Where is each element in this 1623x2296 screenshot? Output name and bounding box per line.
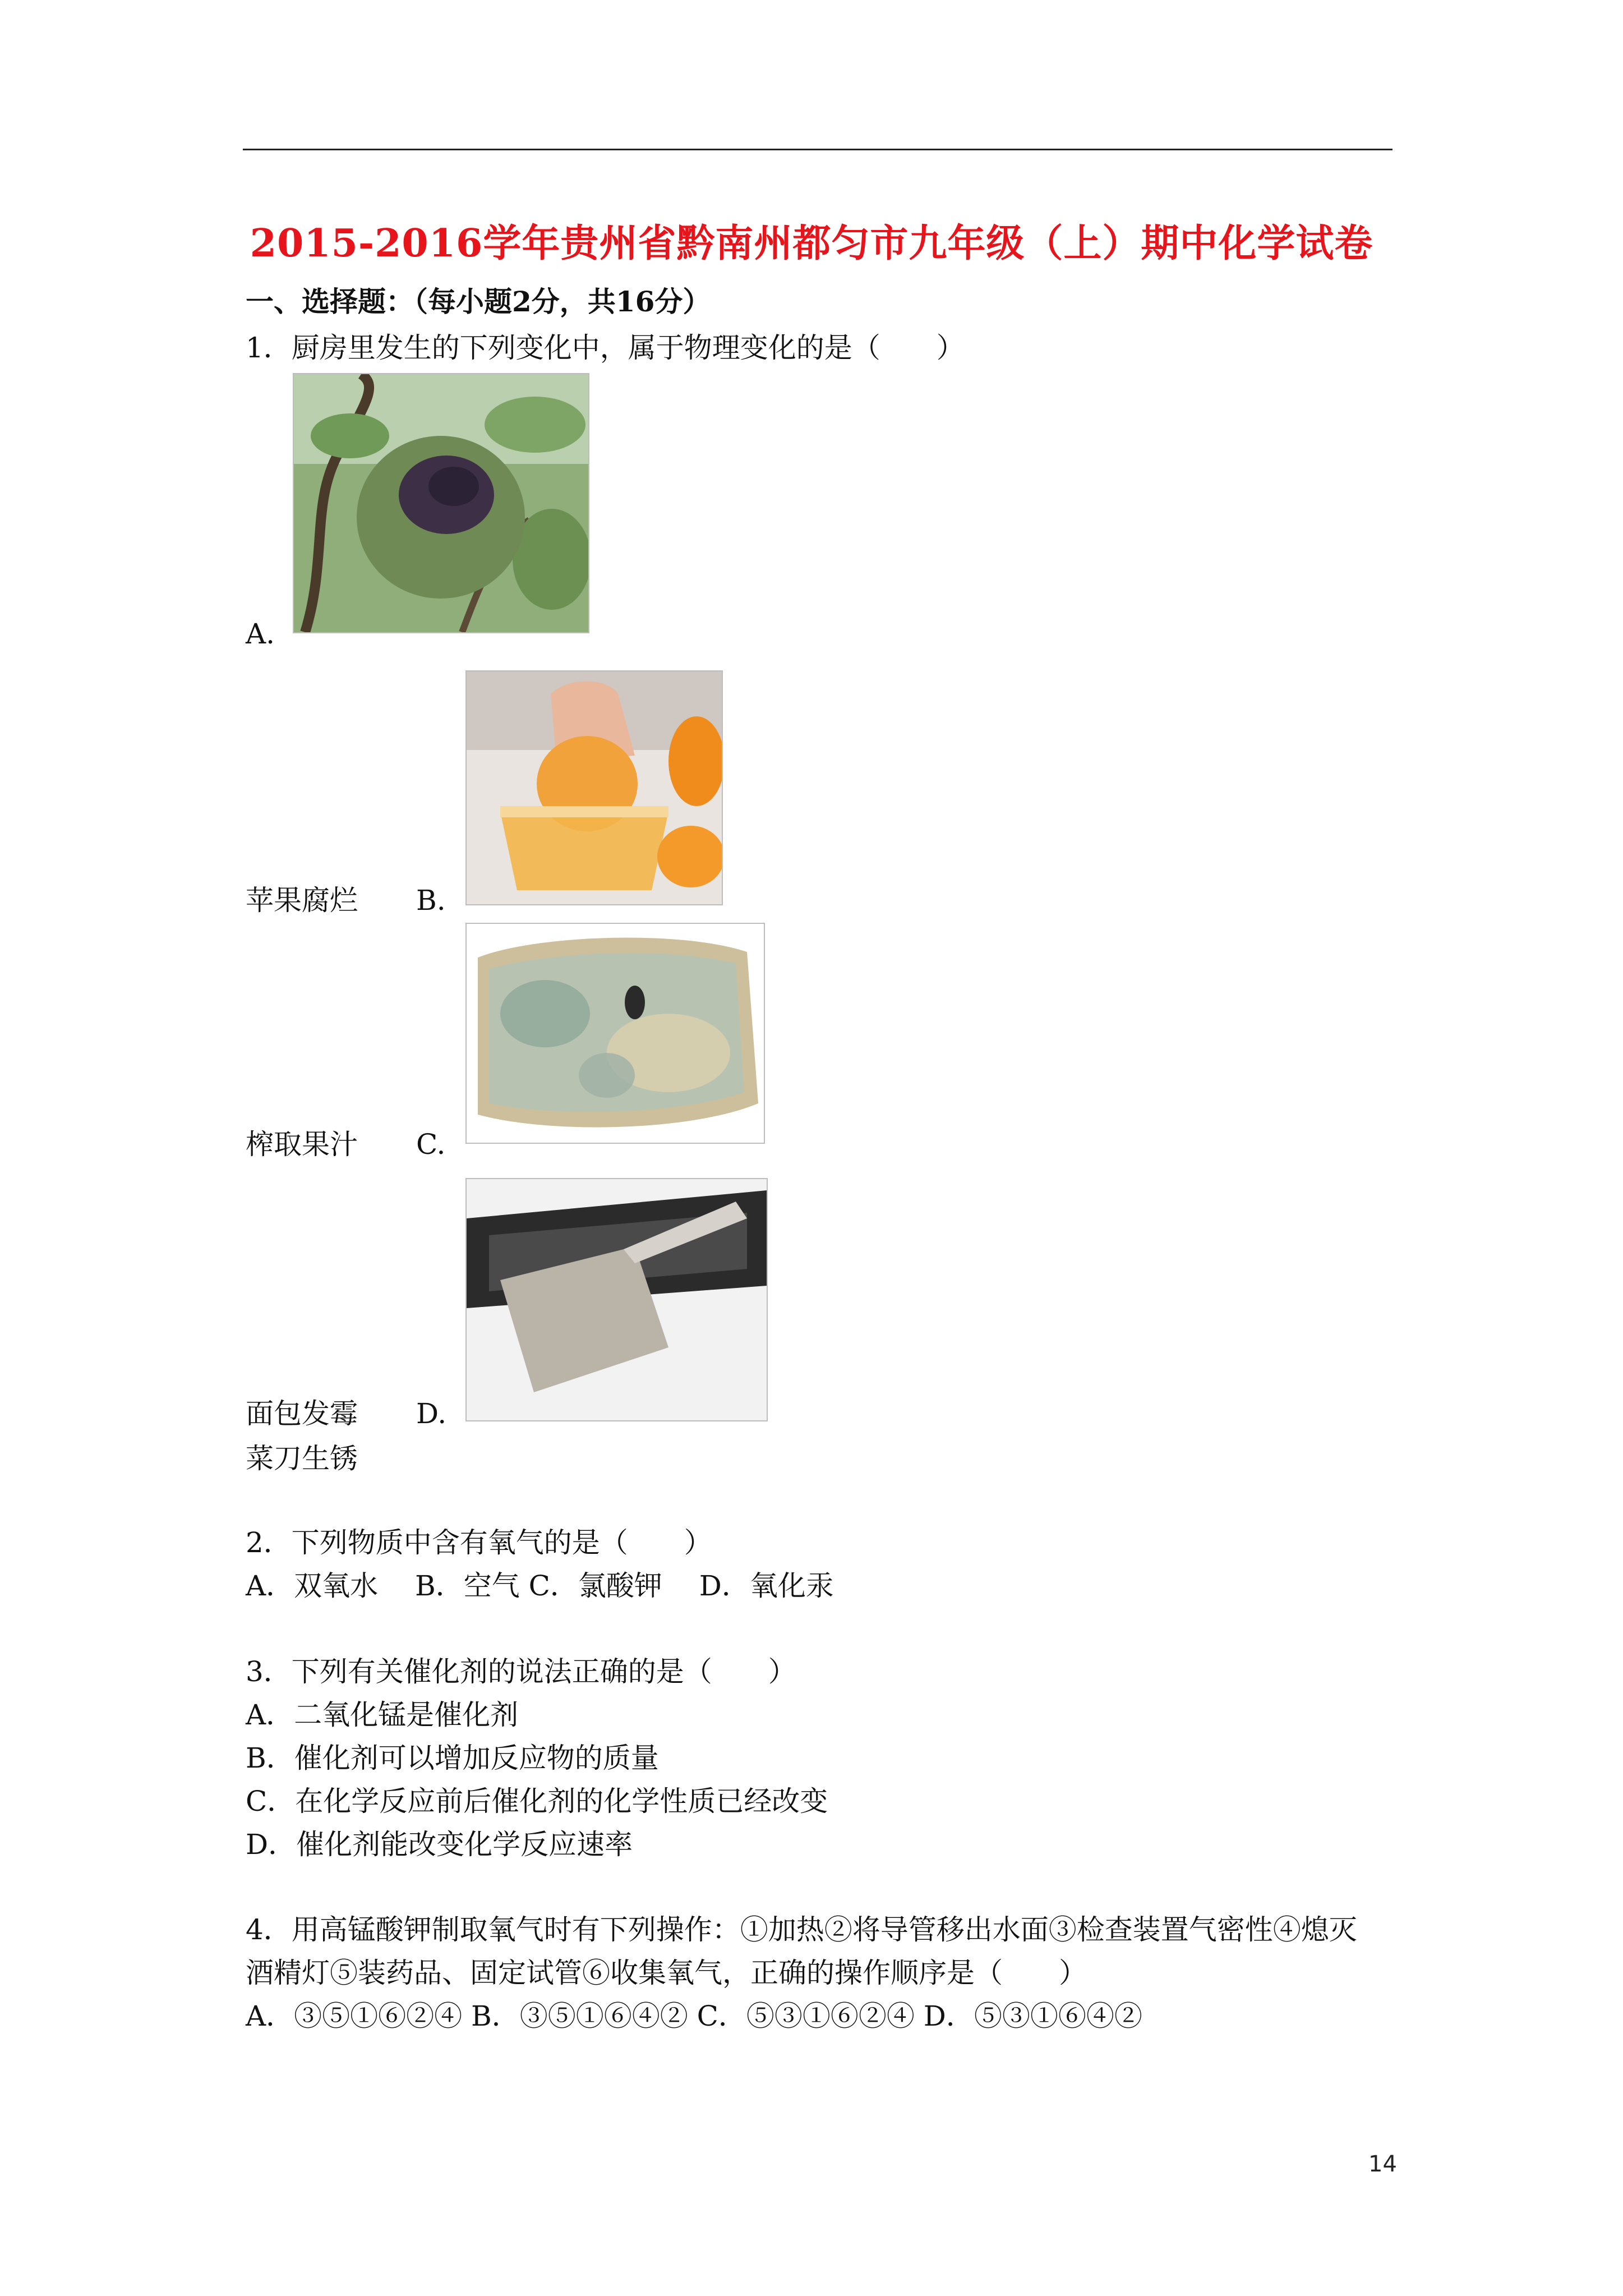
question-1-stem: 1．厨房里发生的下列变化中，属于物理变化的是（ ） xyxy=(246,332,965,364)
header-rule xyxy=(243,149,1393,150)
page-title: 2015-2016学年贵州省黔南州都匀市九年级（上）期中化学试卷 xyxy=(250,221,1373,266)
option-d-letter: D. xyxy=(416,1397,447,1430)
question-3-option-a: A．二氧化锰是催化剂 xyxy=(246,1699,519,1731)
question-4-stem-line-2: 酒精灯⑤装药品、固定试管⑥收集氧气，正确的操作顺序是（ ） xyxy=(246,1957,1087,1989)
question-4-stem-line-1: 4．用高锰酸钾制取氧气时有下列操作：①加热②将导管移出水面③检查装置气密性④熄灭 xyxy=(246,1913,1357,1946)
option-a-letter: A. xyxy=(246,618,275,650)
option-b-letter: B. xyxy=(416,884,446,917)
rotting-apple-photo xyxy=(293,373,589,633)
question-3-option-d: D．催化剂能改变化学反应速率 xyxy=(246,1828,633,1861)
question-3-option-c: C．在化学反应前后催化剂的化学性质已经改变 xyxy=(246,1785,828,1818)
option-a-caption: 苹果腐烂 xyxy=(246,884,358,917)
question-2-stem: 2．下列物质中含有氧气的是（ ） xyxy=(246,1526,712,1559)
kitchen-knife-photo xyxy=(465,1178,768,1421)
question-3-stem: 3．下列有关催化剂的说法正确的是（ ） xyxy=(246,1655,796,1688)
page-number: 14 xyxy=(1368,2151,1397,2177)
juicer-photo xyxy=(465,670,723,905)
question-4-options: A．③⑤①⑥②④ B．③⑤①⑥④② C．⑤③①⑥②④ D．⑤③①⑥④② xyxy=(246,2000,1142,2032)
option-b-caption: 榨取果汁 xyxy=(246,1128,358,1161)
section-heading: 一、选择题：（每小题2分，共16分） xyxy=(246,285,711,318)
option-d-caption: 菜刀生锈 xyxy=(246,1442,358,1475)
moldy-bread-photo xyxy=(465,923,765,1144)
question-2-options: A．双氧水 B．空气 C．氯酸钾 D．氧化汞 xyxy=(246,1570,834,1602)
option-c-letter: C. xyxy=(416,1128,446,1161)
question-3-option-b: B．催化剂可以增加反应物的质量 xyxy=(246,1742,659,1774)
option-c-caption: 面包发霉 xyxy=(246,1397,358,1430)
